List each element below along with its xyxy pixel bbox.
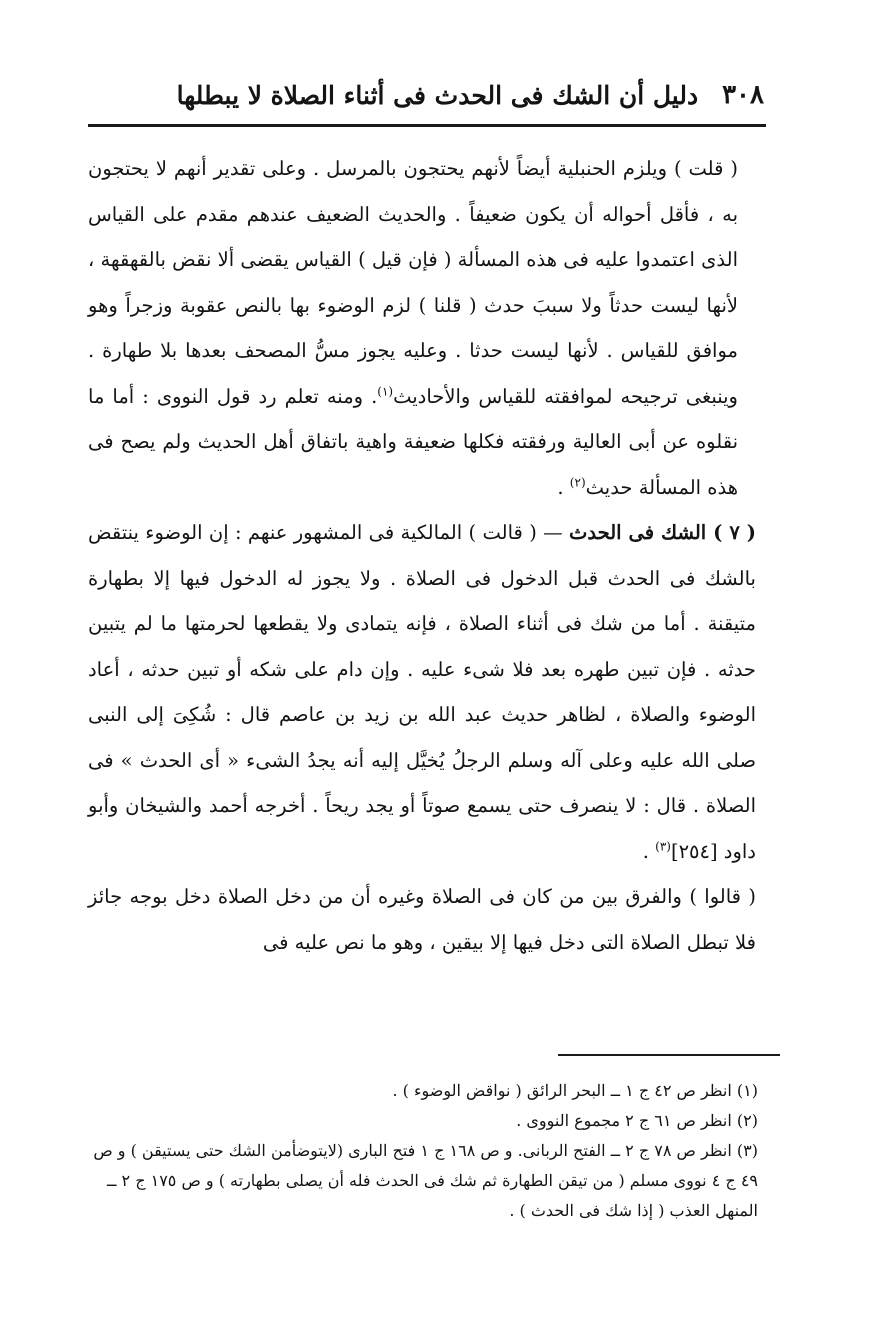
- footnote-ref-1: (١): [377, 384, 394, 398]
- paragraph-1-text-c: .: [557, 475, 570, 499]
- paragraph-2: [88, 510, 756, 874]
- paragraph-2-text: — ( قالت ) المالكية فى المشهور عنهم : إن الوضوء ينتقض بالشك فى الحدث قبل الدخول فى الصلاة . ولا يجوز له الدخول فيها إلا بطهارة متيقنة . أما من شك فى أثناء الصلاة ، فإنه يتمادى ولا يقطعها لحرمتها ما لم يتبين حدثه . فإن تبين طهره بعد فلا شىء عليه . وإن دام على شكه أو تبين حدثه ، أعاد الوضوء والصلاة ، لظاهر حديث عبد الله بن زيد بن عاصم قال : شُكِىَ إلى النبى صلى الله عليه وعلى آله وسلم الرجلُ يُخيَّل إليه أنه يجدُ الشىء « أى الحدث » فى الصلاة . قال : لا ينصرف حتى يسمع صوتاً أو يجد ريحاً . أخرجه أحمد والشيخان وأبو داود [٢٥٤]: [88, 521, 756, 863]
- footnote-ref-2: (٢): [569, 475, 586, 489]
- header-rule: [88, 124, 766, 127]
- paragraph-2-text-c: .: [642, 839, 656, 863]
- paragraph-3: [88, 874, 756, 965]
- footnote-3: (٣) انظر ص ٧٨ ج ٢ ــ الفتح الربانى. و ص ١٦٨ ج ١ فتح البارى (لايتوضأمن الشك حتى يستيقن ) و ص ٤٩ ج ٤ نووى مسلم ( من تيقن الطهارة ثم شك فى الحدث فله أن يصلى بطهارته ) و ص ١٧٥ ج ٢ ــ المنهل العذب ( إذا شك فى الحدث ) .: [93, 1141, 758, 1220]
- footnotes-rule: [558, 1054, 780, 1056]
- page-number: ٣٠٨: [722, 80, 764, 110]
- paragraph-3-text: ( قالوا ) والفرق بين من كان فى الصلاة وغيره أن من دخل الصلاة دخل بوجه جائز فلا تبطل الصلاة التى دخل فيها إلا بيقين ، وهو ما نص عليه فى: [88, 885, 756, 954]
- footnote-ref-3: (٣): [655, 839, 671, 853]
- main-text: [88, 146, 756, 965]
- paragraph-1-text-a: ( قلت ) ويلزم الحنبلية أيضاً لأنهم يحتجون بالمرسل . وعلى تقدير أنهم لا يحتجون به ، فأقل أحواله أن يكون ضعيفاً . والحديث الضعيف عندهم مقدم على القياس الذى اعتمدوا عليه فى هذه المسألة ( فإن قيل ) القياس يقضى ألا نقض بالقهقهة ، لأنها ليست حدثاً ولا سببَ حدث ( قلنا ) لزم الوضوء بها بالنص عقوبة وزجراً وهو موافق للقياس . لأنها ليست حدثا . وعليه يجوز مسُّ المصحف بعدها بلا طهارة . وينبغى ترجيحه لموافقته للقياس والأحاديث: [88, 157, 738, 408]
- footnotes: [90, 1076, 758, 1226]
- paragraph-1-text-b: . ومنه تعلم رد قول النووى : أما ما نقلوه عن أبى العالية ورفقته فكلها ضعيفة واهية باتفاق أهل الحديث ولم يصح فى هذه المسألة حديث: [88, 384, 738, 499]
- paragraph-1: [88, 146, 756, 510]
- page-header: [88, 70, 764, 120]
- footnote-1: (١) انظر ص ٤٢ ج ١ ــ البحر الرائق ( نواقض الوضوء ) .: [392, 1081, 758, 1100]
- running-title: دليل أن الشك فى الحدث فى أثناء الصلاة لا يبطلها: [176, 80, 699, 110]
- section-heading: ( ٧ ) الشك فى الحدث: [569, 521, 757, 544]
- footnote-2: (٢) انظر ص ٦١ ج ٢ مجموع النووى .: [516, 1111, 758, 1130]
